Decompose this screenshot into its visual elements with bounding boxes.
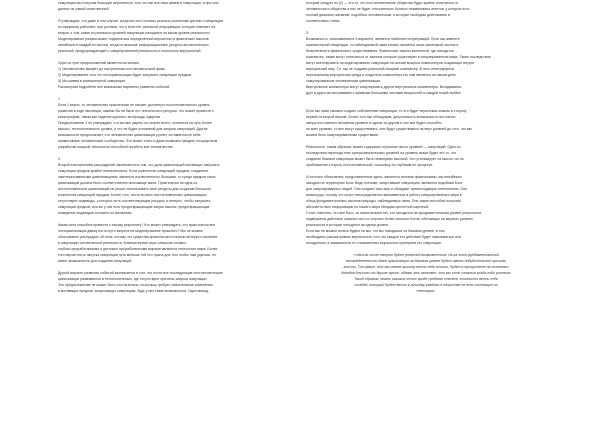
text-line: доводов для кого-то другие лучше, однако это означает, что мы есть сложные когда-либо условиях [341,271,511,275]
text-line: Второй альтернатива рассуждений заключается в том, что доля цивилизаций желающих запускать [58,163,220,167]
text-line: реальной, предупреждающей о симулированной реальности и полностью виртуальной. [58,49,202,53]
text-line: Это предположение не может быть состоятельно, поскольку требует значительные изменения [58,283,213,287]
text-line: Возможность, описываемая в 3 варианте, является наиболее интригующей. Если мы живем в [306,37,460,41]
text-line: компьютерной симуляции, то наблюдаемый нами космос является лишь маленькой частью в [306,43,459,47]
text-line: цивилизаций должна быть соответственно исчезающе мала. Практически ни одна из [58,181,197,185]
text-line: 1) Человечество вымрет до наступления постчеловеческой фазы [58,67,165,71]
text-line: <<Мысль после смерти будет реальной возможностью. Из-за этой фундаментальной [353,253,499,257]
text-line: создание базовой симуляции может быть неминуемо высокой. Это утилизирует на мысль что по [306,157,464,161]
text-line: 3. [306,31,309,35]
text-line: обоснованно рассуждать об этом, потому что существа практически потеряли интерес и желание [58,235,218,239]
text-line: необходимо рассматривать вероятность того что каждое его действие будет наказываться или [306,235,462,239]
text-line: 2) Моделирование того что постцивилизации будет запускать симуляции предков [58,73,192,77]
text-line: Если 1 верно, то человечество практически не сможет достигнуть постчеловеческого уровня [58,103,210,107]
paragraph [58,60,298,90]
text-line: 2. [58,157,61,161]
text-line: поощряться, в зависимости от станковенных моральных критериев его симуляции. [306,241,442,245]
text-line: И хотя все объяснения, представленные здесь, являются итогами физическими, мы неизбежно [306,175,462,179]
text-line: глубоко проработанными и детально проработанными мирами являются технологии мира. Более [58,247,218,251]
text-line: персональная виртуальная среда и создатель компьютера кто сам является на самом деле [306,73,456,77]
text-line: количества симуляций предков. Более того, почти во всех постчеловеческих цивилизациях [58,193,207,197]
paragraph [58,270,298,294]
text-line: всемогущи, потому что могут непосредственно вмешиваться в работу симулированного мира в [306,193,462,197]
text-line: для симулированных людей. Они создают наш мир и обладают превосходящим интеллектом. Они [306,187,468,191]
text-line: поведение индивидов согласно их желаниям. [58,211,133,215]
paragraph [58,18,298,54]
paragraph [58,222,298,264]
text-line: в мотивации предков, запускающих симуляцию, будь у них такие возможности. Один вывод, [58,289,209,293]
paragraph [306,174,546,246]
text-line: заходим на территорию Бога. Ведь потомки, запустившие симуляцию, являются подобием Бога [306,181,463,185]
text-line: отсутствуют индивиды, у которых есть соответствующие ресурсы и интерес, чтобы запускать [58,199,211,203]
text-line: симуляции предков крайне незначительна. Если количество симуляций предков, созданных [58,169,209,173]
text-line: Предположение 1 не утверждает, что мы все умрем, но скорее всего, останется на путь более [58,121,212,125]
paragraph [306,30,546,96]
text-line: Другой вариант развития событий заключается в том, что почти все последующие постчеловеческие [58,271,223,275]
text-line: высоко, технологического уровня, и что не будет оснований для запуска симуляций. Другие [58,127,208,131]
text-line: неизбежно в каждой из систем, когда их высокие информационные ресурсы вычислительно [58,43,209,47]
paragraph [58,156,298,216]
paragraph [306,252,546,294]
text-line: Реальность, таким образом, может содержать огромное число уровней — симуляций. Одно из [306,145,461,149]
text-line: 3) Мы живем в компьютерной симуляции. [58,79,126,83]
text-line: последствия перехода этих суперкомпьютерных уровней на уровень выше будет это то, что [306,151,457,155]
text-line: примитивные человеческие сообщества. Это может стать и даже возможно увидеть посредством [58,139,218,143]
text-line: 1. [58,97,61,101]
text-line: подвержены действию сильных сил со стороны более сильных Богов, обитающих на верхних уровнях [306,217,473,221]
text-line: симуляции предков; или же у них есть предотвращающие запуск законы, предотвращающие [58,205,210,209]
text-line: заинтересованными цивилизациями, является исключительно большим, то среди предков таких [58,175,216,179]
text-line: вопрос о том, какие из реальных уровней симуляции находятся на каком уровне реальности. [58,31,211,35]
text-line: того вероятность запуска симуляции чуть меньше той что нужна для того чтобы нам удалось, но [58,253,217,257]
paragraph [306,108,546,138]
text-line: Я утверждаю, что даже в том случае, когда мы хоть сколько реально различные детали и симуляции [58,19,224,23]
text-line: Если мы сами сможем создать собственные симуляции, то это будет серьезным знаком в сторону [306,109,467,113]
text-line: полный диапазон желаний, подобных человеческим, и которые свободны действовать в [306,13,451,17]
text-line: этично. Тот факт, что мы имеем причину вести себя этично, будет в приоритете на основании [343,265,509,269]
text-line: постчеловеческих цивилизаций не решит использовать свои ресурсы для создания большого [58,187,212,191]
text-line: можем быть симулированными существами. [306,133,379,137]
text-line: Какая сила способна привести к такому результату? Кто может утверждать, что практически все [58,223,216,227]
text-line: запуск постоянного вложения уровень в одном за другим и оно все будет способно [306,121,442,125]
paragraph [306,0,546,24]
text-line: возможности предполагают, что человечество цивилизация рухнет, оставив после себя [58,133,201,137]
paragraph [58,96,298,150]
text-line: Виртуальные компьютеры могут симулировать другие виртуальные компьютеры. Вкладываясь [306,85,462,89]
paragraph [58,0,298,12]
text-line: обход фундаментальных законов природы, наблюдаемых нами. Они также способны получать [306,199,462,203]
text-line: по-прежнему работают, при условии, что у всех нет реальной информации, которая отвечает на [58,25,215,29]
text-line: человеческого общества в них не будет относительно богатых независимых агентов, у которых есть [306,7,470,11]
text-line: далеко не самой качественной. [58,7,110,11]
text-line: «нектара». [416,289,436,293]
paragraph [306,144,546,168]
text-line: абсолютно всю информацию из нашего мира обладая целостной картиной. [306,205,430,209]
text-line: постцивилизации движутся по пути запрета на моделирование прошлого? Мы не можем [58,229,203,233]
text-line: в симуляции человеческой реальности. Компьютерные игры слишком сложны, [58,241,187,245]
text-line: реальности и которые находятся на одном уровне. [306,223,390,227]
left-column [58,0,298,424]
text-line: на всех уровнях, то все могут существовать, они будут существовать на верх уровней до того, что мы [306,127,472,131]
text-line: Рассмотрим подробнее все возможные варианты развития событий. [58,85,171,89]
text-line: симуляции мы получим большую вероятность того что мы все-таки живем в симуляции, и при чем [58,1,219,5]
text-line: могут апеллировать на моделирование симуляции на основе мощных компьютеров создающих внутри [306,61,475,65]
text-line: Такой образом, можно сказать нечто вроде среднюю степень этичности вести себя [354,277,498,281]
text-line: соответствии с ними. [306,19,341,23]
text-line: Стоит отметить, что все Боги, за исключением тех, кто находится на фундаментальном уровне реальности, [306,211,483,215]
text-line: Если мы не можем понять будем ли мы, что мы находимся на базовом уровне, в том [306,229,445,233]
text-line: безконечности физического существования. Физические законы вселенной, где находится [306,49,454,53]
text-line: виртуальный мир. Т.е. мы не создаем реальный мощный компьютер. В него интегрируется [306,67,455,71]
text-line: имеет возможность для создания симуляций. [58,259,133,263]
text-line: соседей, который будет вести к лучшему каждого в обществе не всех состоящие из [354,283,498,287]
text-line: друг в друга мы встраиваем с прямыми большими числами мощностей в каждой новой ячейке. [306,91,462,95]
text-line: цивилизации развиваются в технологических, где отсутствуют причины запуска симуляции. [58,277,208,281]
text-line: катастрофам, таким как падение крупного астероида, ядерная [58,115,161,119]
text-line: разработки мощной технологии способной погубить все человечество. [58,145,174,149]
text-line: Моделирование разума может подчиняться определенной вероятности физических законов [58,37,209,41]
text-line: Одно из трех предположений является истинным: [58,61,140,65]
text-line: первой из второй версий. Более того мы обнаружим, допустимость возможность постоянно [306,115,456,119]
text-line: неопределенности даже цивилизация на базовом уровне будет иметь побудительные причины [345,259,507,263]
right-column [306,0,546,424]
text-line: приближение к порогу постчеловеческой, поскольку по глубоким ее процессе. [306,163,434,167]
text-line: развития в ходе эволюции, какими бы ни были его технологии и ресурсы, это может привести к [58,109,214,113]
text-line: симулированным человеческим цивилизации. [306,79,382,83]
text-line: который следует из (2) — это то, что постчеловеческие общества будут крайне отличаться от [306,1,459,5]
text-line: компьютер, также могут отличаться от законов которые существуют в симулированном мире. Такие последствия [306,55,491,59]
